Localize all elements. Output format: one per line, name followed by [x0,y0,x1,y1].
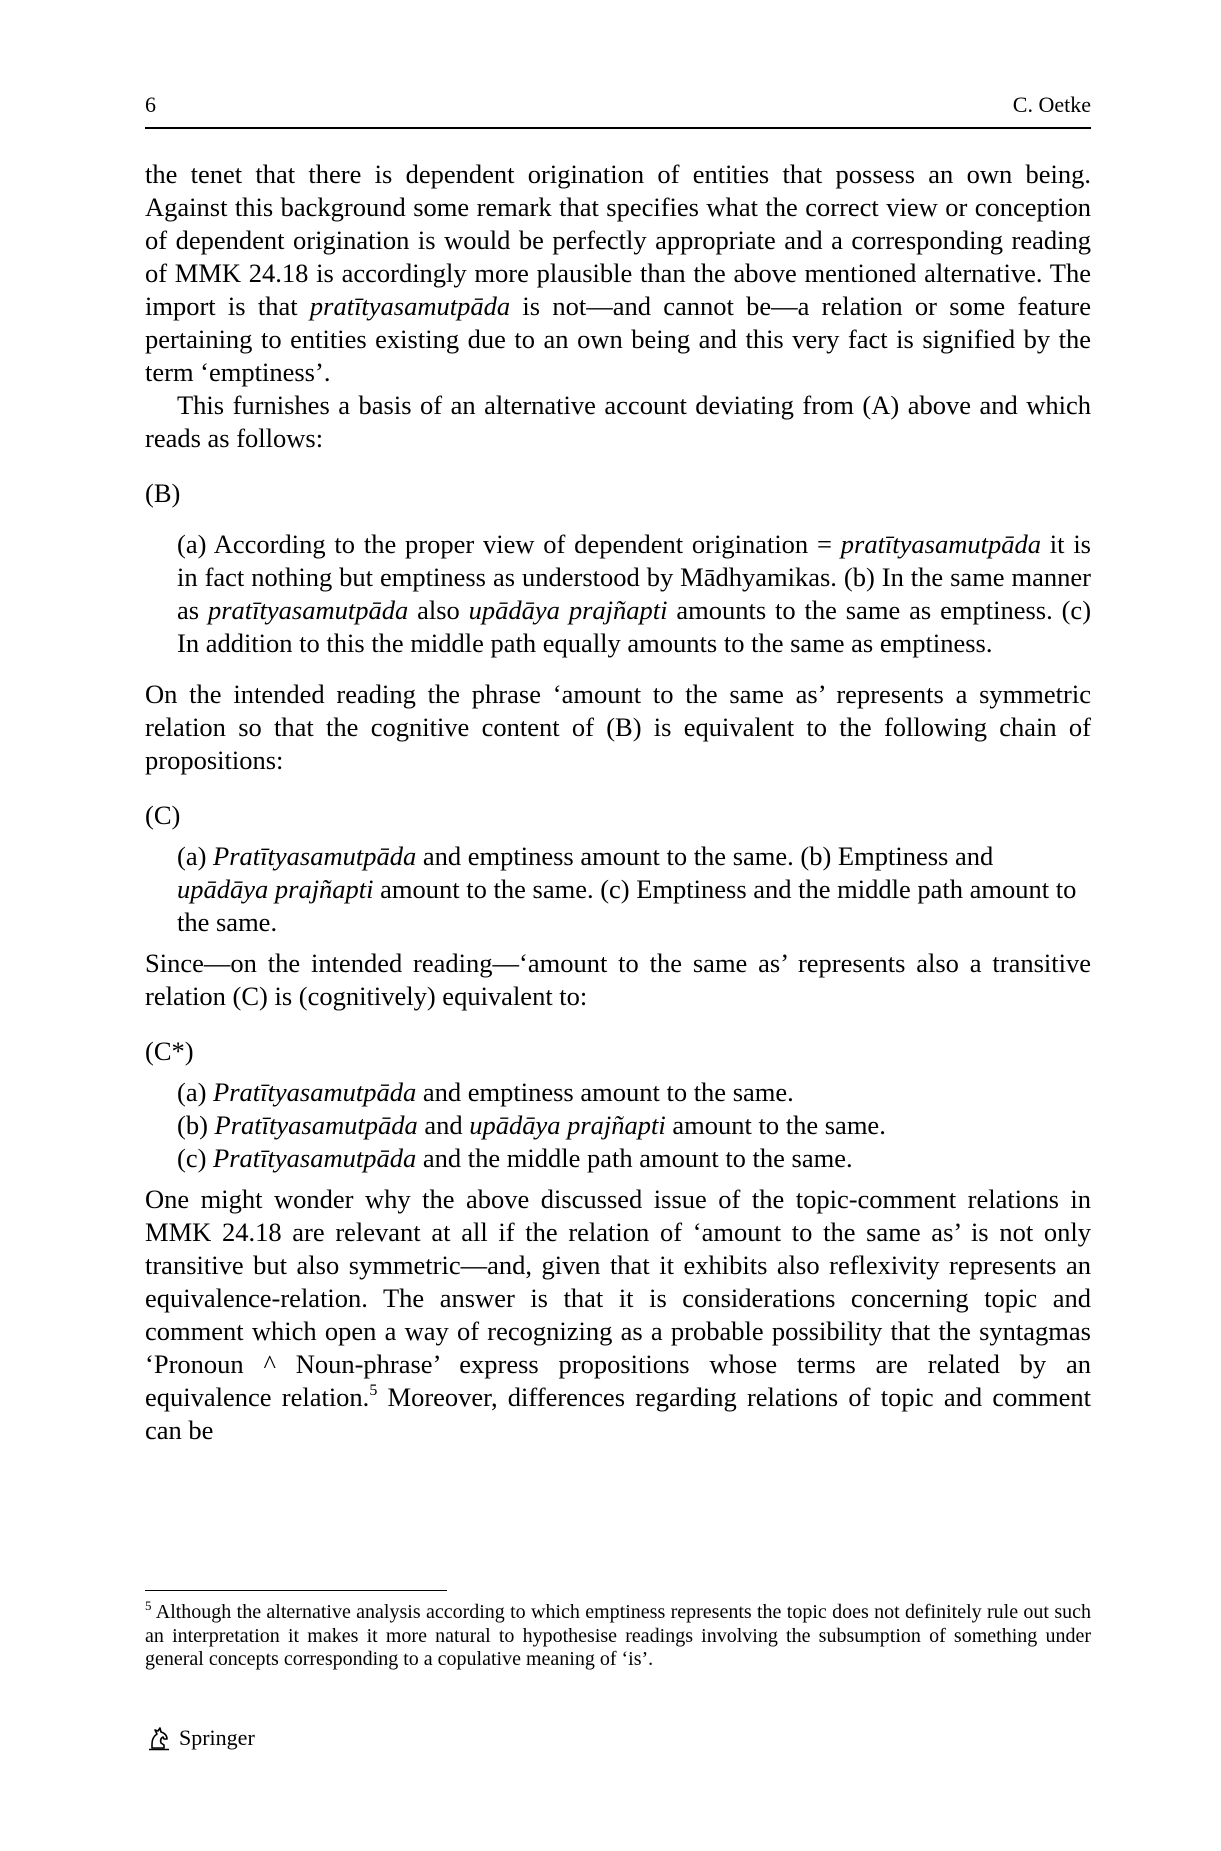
paragraph-2: This furnishes a basis of an alternative account deviating from (A) above and which reads as follows: [145,390,1091,453]
text-run: also [408,595,469,625]
publisher-mark [145,1722,255,1754]
paragraph-3: On the intended reading the phrase ‘amount to the same as’ represents a symmetric relation so that the cognitive content of (B) is equivalent to the following chain of propositions: [145,679,1091,775]
springer-horse-icon [145,1724,173,1752]
paragraph-1 [145,158,1091,389]
text-run: the tenet that there is dependent origination of entities that possess an own being. Against this background some remark that specifies what the correct view or conception of dependent origination is would be perfectly appropriate and a corresponding reading of MMK 24.18 is accordingly more plausible than the above mentioned alternative. The import is that [145,159,1091,321]
text-run: and [417,1110,470,1140]
italic-term: upādāya prajñapti [177,874,374,904]
text-run: (a) According to the proper view of dependent origination = [177,529,841,559]
header-rule [145,127,1091,129]
text-run: and emptiness amount to the same. [416,1077,794,1107]
italic-term: Pratītyasamutpāda [213,1077,417,1107]
block-c-star-item-c [177,1142,1091,1175]
text-run: is not—and cannot be—a relation or some feature pertaining to entities existing due to an own being and this very fact is signified by the term ‘emptiness’. [145,291,1091,387]
text-run: (c) [177,1143,214,1173]
italic-term: Pratītyasamutpāda [213,841,417,871]
page-number: 6 [145,92,156,117]
running-header [145,90,1091,120]
main-text [145,158,1091,1447]
block-c-star-item-a [177,1076,1091,1109]
text-run: amount to the same. (c) Emptiness and the middle path amount to the same. [177,874,1077,937]
italic-term: pratītyasamutpāda [840,529,1041,559]
text-run: and emptiness amount to the same. (b) Emptiness and [416,841,994,871]
text-run: amounts to the same as emptiness. (c) In addition to this the middle path equally amounts to the same as emptiness. [177,595,1092,658]
text-run: Moreover, differences regarding relations of topic and comment can be [145,1382,1091,1445]
text-run: it is in fact nothing but emptiness as understood by Mādhyamikas. (b) In the same manner as [177,529,1091,625]
block-c-star-item-b [177,1109,1091,1142]
block-label-c: (C) [145,800,181,830]
paragraph-4: Since—on the intended reading—‘amount to the same as’ represents also a transitive relation (C) is (cognitively) equivalent to: [145,948,1091,1011]
publisher-name: Springer [179,1725,255,1750]
block-b-content [177,528,1091,660]
block-c-content [177,840,1091,939]
running-author: C. Oetke [1012,92,1091,117]
text-run: (b) [177,1110,215,1140]
paragraph-5 [145,1183,1091,1447]
text-run: One might wonder why the above discussed issue of the topic-comment relations in MMK 24.18 are relevant at all if the relation of ‘amount to the same as’ is not only transitive but also symmetric—and, given that it exhibits also reflexivity represents an equivalence-relation. The answer is that it is considerations concerning topic and comment which open a way of recognizing as a probable possibility that the syntagmas ‘Pronoun ^ Noun-phrase’ express propositions whose terms are related by an equivalence relation. [145,1184,1091,1412]
block-label-c-star: (C*) [145,1036,194,1066]
text-run: (a) [177,841,214,871]
text-run: amount to the same. [665,1110,886,1140]
italic-term: upādāya prajñapti [468,595,668,625]
text-run: (a) [177,1077,214,1107]
footnote-5 [145,1598,1091,1672]
italic-term: pratītyasamutpāda [207,595,409,625]
block-label-b: (B) [145,478,181,508]
footnote-reference[interactable]: 5 [369,1382,378,1399]
italic-term: upādāya prajñapti [469,1110,666,1140]
text-run: and the middle path amount to the same. [416,1143,853,1173]
footnote-number: 5 [145,1598,152,1613]
italic-term: pratītyasamutpāda [309,291,511,321]
footnote-rule [145,1590,447,1591]
italic-term: Pratītyasamutpāda [213,1143,417,1173]
italic-term: Pratītyasamutpāda [214,1110,418,1140]
footnote-text: Although the alternative analysis according to which emptiness represents the topic does not definitely rule out such an interpretation it makes it more natural to hypothesise readings involving the subsumption of something under general concepts corresponding to a copulative meaning of ‘is’. [145,1601,1091,1670]
